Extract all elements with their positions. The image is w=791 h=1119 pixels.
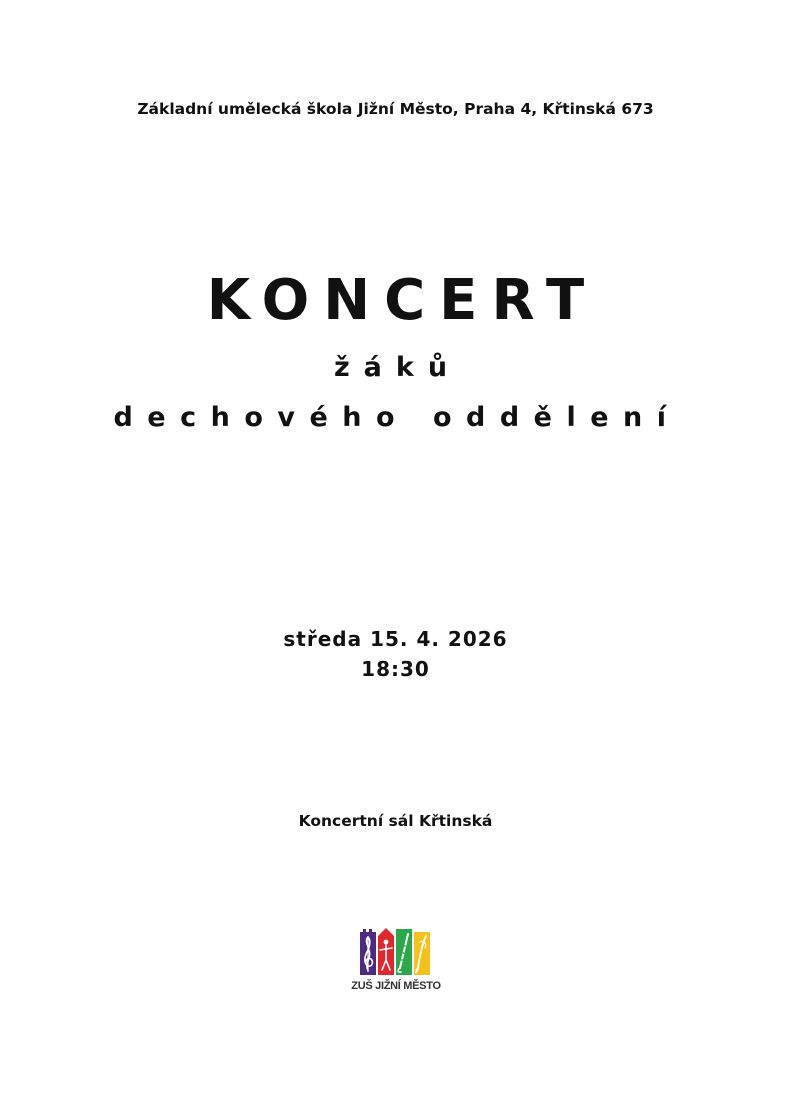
event-venue: Koncertní sál Křtinská xyxy=(298,812,493,830)
school-header: Základní umělecká škola Jižní Město, Praha 4, Křtinská 673 xyxy=(137,100,654,118)
subtitle-department: dechového oddělení xyxy=(113,402,681,433)
concert-title: KONCERT xyxy=(206,268,599,333)
subtitle-students: žáků xyxy=(333,352,462,383)
event-time: 18:30 xyxy=(361,657,430,681)
logo-caption: ZUŠ JIŽNÍ MĚSTO xyxy=(351,980,441,992)
event-date: středa 15. 4. 2026 xyxy=(283,627,508,651)
